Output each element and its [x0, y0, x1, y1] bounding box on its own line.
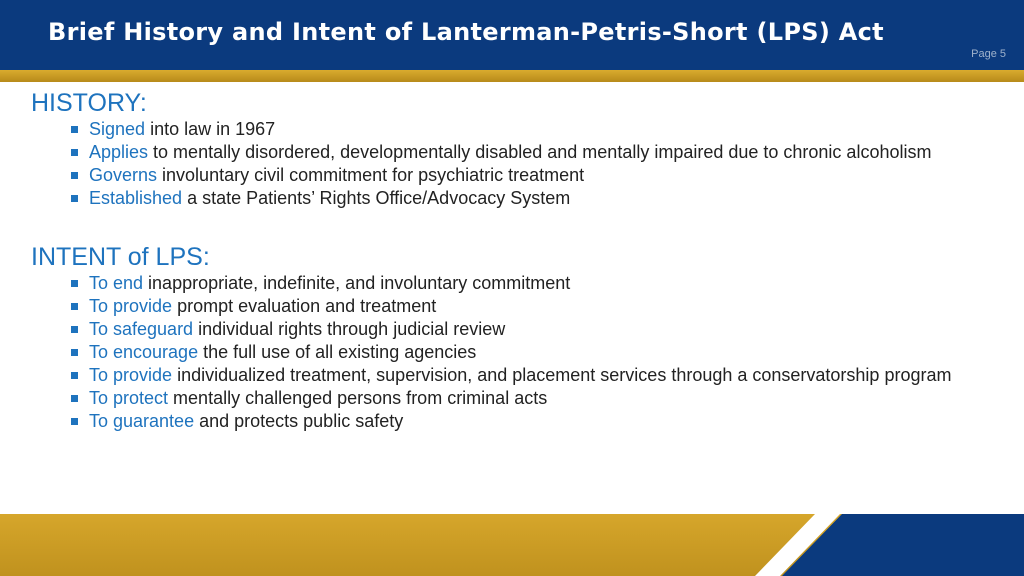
bullet-keyword: To safeguard — [89, 319, 194, 339]
bullet-text: involuntary civil commitment for psychiatric treatment — [157, 165, 585, 185]
list-item — [70, 187, 931, 210]
bullet-text: individual rights through judicial review — [193, 319, 506, 339]
list-item — [70, 272, 951, 295]
bullet-text: prompt evaluation and treatment — [172, 296, 437, 316]
history-list — [70, 118, 931, 210]
bullet-keyword: To guarantee — [89, 411, 195, 431]
bullet-square-icon — [71, 349, 78, 356]
list-item — [70, 164, 931, 187]
bullet-keyword: To provide — [89, 296, 173, 316]
bullet-text: a state Patients’ Rights Office/Advocacy System — [182, 188, 571, 208]
intent-heading: INTENT of LPS: — [31, 243, 210, 271]
list-item — [70, 364, 951, 387]
bullet-square-icon — [71, 195, 78, 202]
intent-list — [70, 272, 951, 433]
history-heading: HISTORY: — [31, 89, 147, 117]
bullet-square-icon — [71, 326, 78, 333]
bullet-keyword: Signed — [89, 119, 146, 139]
bullet-text: mentally challenged persons from criminal acts — [168, 388, 548, 408]
bullet-text: inappropriate, indefinite, and involuntary commitment — [143, 273, 571, 293]
bullet-keyword: Established — [89, 188, 183, 208]
bullet-square-icon — [71, 418, 78, 425]
page-number: Page 5 — [971, 48, 1006, 60]
slide-title: Brief History and Intent of Lanterman-Petris-Short (LPS) Act — [48, 18, 884, 46]
bullet-keyword: To protect — [89, 388, 169, 408]
list-item — [70, 387, 951, 410]
list-item — [70, 118, 931, 141]
bullet-text: and protects public safety — [194, 411, 404, 431]
bullet-keyword: To provide — [89, 365, 173, 385]
bullet-square-icon — [71, 280, 78, 287]
list-item — [70, 141, 931, 164]
bullet-square-icon — [71, 172, 78, 179]
bullet-square-icon — [71, 395, 78, 402]
bullet-text: the full use of all existing agencies — [198, 342, 477, 362]
bullet-text: individualized treatment, supervision, and placement services through a conservatorship program — [172, 365, 952, 385]
bullet-square-icon — [71, 372, 78, 379]
bullet-keyword: Governs — [89, 165, 158, 185]
bullet-square-icon — [71, 149, 78, 156]
bullet-square-icon — [71, 303, 78, 310]
list-item — [70, 295, 951, 318]
list-item — [70, 410, 951, 433]
bullet-text: to mentally disordered, developmentally disabled and mentally impaired due to chronic alcoholism — [148, 142, 932, 162]
list-item — [70, 318, 951, 341]
bullet-keyword: Applies — [89, 142, 149, 162]
header-gold-stripe — [0, 70, 1024, 82]
list-item — [70, 341, 951, 364]
bullet-keyword: To encourage — [89, 342, 199, 362]
bullet-keyword: To end — [89, 273, 144, 293]
bullet-square-icon — [71, 126, 78, 133]
bullet-text: into law in 1967 — [145, 119, 276, 139]
